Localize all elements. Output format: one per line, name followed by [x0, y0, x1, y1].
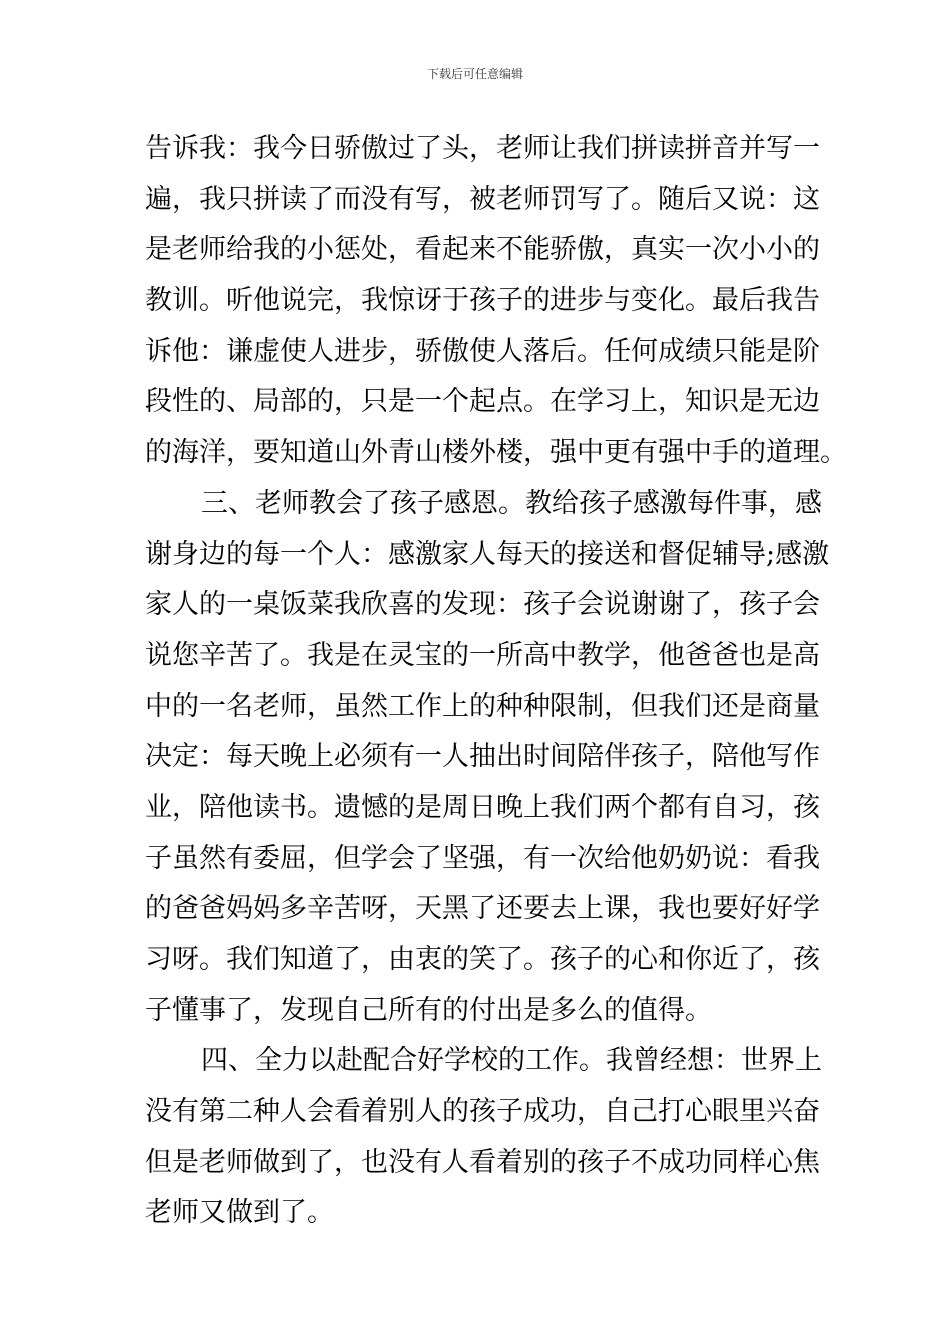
body-text: [145, 124, 847, 1239]
text-line: 家人的一桌饭菜我欣喜的发现：孩子会说谢谢了，孩子会: [145, 589, 820, 621]
text-line: 三、老师教会了孩子感恩。教给孩子感激每件事，感: [201, 487, 822, 519]
text-line: 的爸爸妈妈多辛苦呀，天黑了还要去上课，我也要好好学: [145, 893, 820, 925]
text-line: 的海洋，要知道山外青山楼外楼，强中更有强中手的道理。: [145, 437, 847, 469]
text-line: 是老师给我的小惩处，看起来不能骄傲，真实一次小小的: [145, 234, 820, 266]
page-header: 下载后可任意编辑: [426, 67, 523, 81]
text-line: 四、全力以赴配合好学校的工作。我曾经想：世界上: [201, 1045, 822, 1077]
text-line: 子懂事了，发现自己所有的付出是多么的值得。: [145, 994, 712, 1026]
text-line: 教训。听他说完，我惊讶于孩子的进步与变化。最后我告: [145, 285, 820, 317]
text-line: 老师又做到了。: [145, 1197, 334, 1229]
text-line: 遍，我只拼读了而没有写，被老师罚写了。随后又说：这: [145, 183, 820, 215]
text-line: 谢身边的每一个人：感激家人每天的接送和督促辅导;感激: [145, 538, 830, 570]
text-line: 决定：每天晚上必须有一人抽出时间陪伴孩子，陪他写作: [145, 741, 820, 773]
text-line: 中的一名老师，虽然工作上的种种限制，但我们还是商量: [145, 690, 820, 722]
text-line: 段性的、局部的，只是一个起点。在学习上，知识是无边: [145, 386, 820, 418]
text-line: 但是老师做到了，也没有人看着别的孩子不成功同样心焦: [145, 1146, 820, 1178]
text-line: 没有第二种人会看着别人的孩子成功，自己打心眼里兴奋: [145, 1096, 820, 1128]
text-line: 说您辛苦了。我是在灵宝的一所高中教学，他爸爸也是高: [145, 639, 820, 671]
text-line: 告诉我：我今日骄傲过了头，老师让我们拼读拼音并写一: [145, 133, 820, 164]
text-line: 诉他：谦虚使人进步，骄傲使人落后。任何成绩只能是阶: [145, 335, 820, 367]
text-line: 习呀。我们知道了，由衷的笑了。孩子的心和你近了，孩: [145, 944, 820, 975]
text-line: 业，陪他读书。遗憾的是周日晚上我们两个都有自习，孩: [145, 791, 820, 823]
text-line: 子虽然有委屈，但学会了坚强，有一次给他奶奶说：看我: [145, 842, 820, 874]
